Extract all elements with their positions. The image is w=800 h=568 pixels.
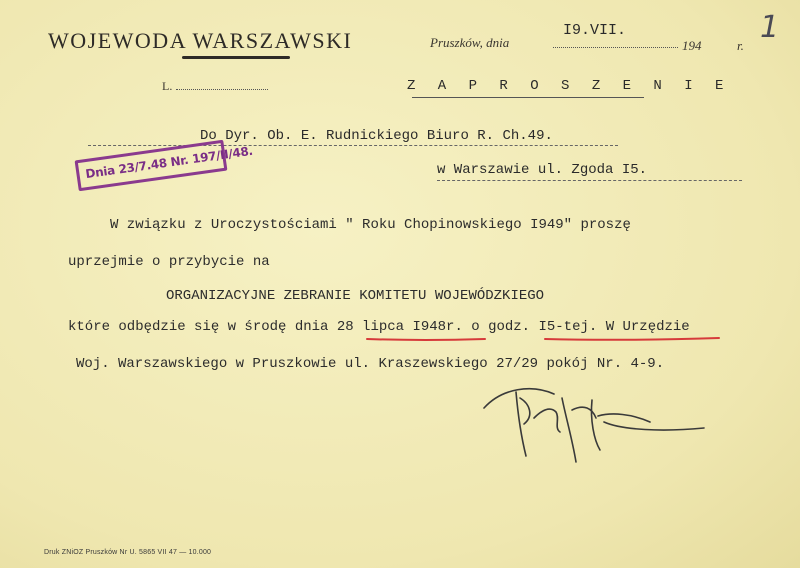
red-pencil-underline: [365, 336, 721, 342]
body-line: ORGANIZACYJNE ZEBRANIE KOMITETU WOJEWÓDZKIEGO: [166, 288, 545, 304]
recipient-rule: [88, 145, 618, 146]
header-underline: [182, 56, 290, 59]
reference-dotted-line: [176, 89, 268, 90]
recipient-prefix: Do: [200, 128, 217, 144]
year-suffix: r.: [737, 38, 744, 53]
date-typed: I9.VII.: [563, 22, 627, 39]
body-line: W związku z Uroczystościami " Roku Chopinowskiego I949" proszę: [110, 217, 631, 233]
year-prefix: 194: [682, 38, 702, 53]
body-line: uprzejmie o przybycie na: [68, 254, 270, 270]
date-dotted-line: [553, 47, 678, 48]
handwritten-signature: [472, 370, 712, 470]
recipient-city-rule: [437, 180, 742, 181]
body-line: Woj. Warszawskiego w Pruszkowie ul. Kraszewskiego 27/29 pokój Nr. 4-9.: [76, 356, 665, 372]
recipient-address: [200, 128, 553, 144]
header-title: WOJEWODA WARSZAWSKI: [48, 28, 353, 53]
recipient-city: w Warszawie ul. Zgoda I5.: [437, 162, 648, 178]
recipient-name: Dyr. Ob. E. Rudnickiego Biuro R. Ch.49.: [225, 128, 553, 144]
place-label: Pruszków, dnia: [430, 35, 510, 50]
reference-label: L.: [162, 79, 173, 93]
document-title: Z A P R O S Z E N I E: [407, 78, 731, 94]
printer-imprint: Druk ZNiOZ Pruszków Nr U. 5865 VII 47 — 10.000: [44, 549, 212, 556]
received-stamp: Dnia 23/7.48 Nr. 197/II/48.: [75, 140, 228, 192]
document-title-rule: [412, 97, 644, 98]
page-number: 1: [760, 10, 780, 45]
body-line: które odbędzie się w środę dnia 28 lipca I948r. o godz. I5-tej. W Urzędzie: [68, 319, 690, 335]
